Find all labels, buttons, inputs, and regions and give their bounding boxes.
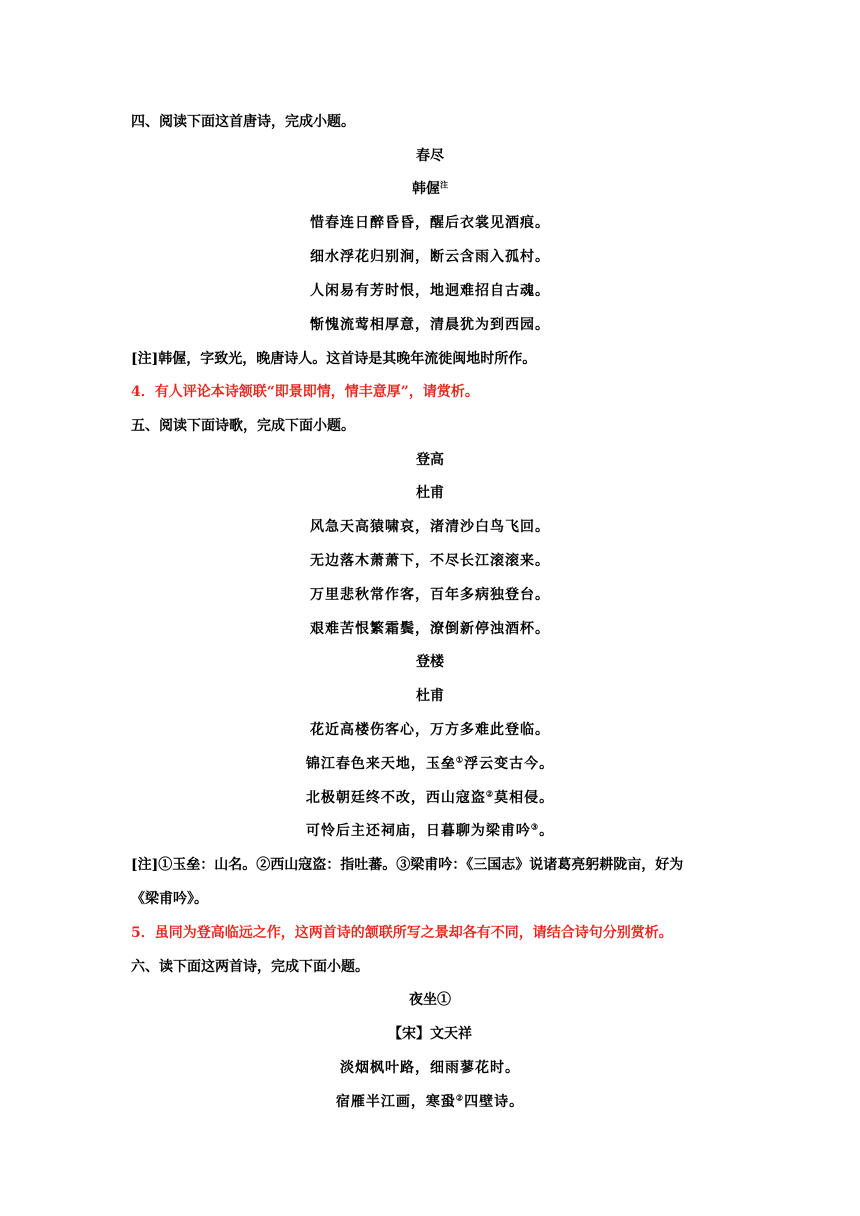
poem-author: 杜甫	[416, 688, 444, 704]
poem-line: 无边落木萧萧下，不尽长江滚滚来。	[310, 553, 550, 569]
poem-line: 惭愧流莺相厚意，清晨犹为到西园。	[310, 317, 550, 333]
poem-author: 【宋】文天祥	[388, 1026, 472, 1042]
question-5: 5．虽同为登高临远之作，这两首诗的颔联所写之景却各有不同，请结合诗句分别赏析。	[131, 925, 673, 941]
poem-note: [注]韩偓，字致光，晚唐诗人。这首诗是其晚年流徙闽地时所作。	[131, 351, 537, 367]
poem-line: 人闲易有芳时恨，地迥难招自古魂。	[310, 283, 550, 299]
poem-title: 登楼	[416, 654, 444, 670]
note-mark: ①	[455, 754, 465, 765]
poem-line: 细水浮花归别涧，断云含雨入孤村。	[310, 249, 550, 265]
poem-line: 淡烟枫叶路，细雨蓼花时。	[340, 1060, 520, 1076]
poem-title: 春尽	[416, 148, 444, 164]
poem-title: 夜坐①	[409, 992, 451, 1008]
poem-line: 宿雁半江画，寒蛩②四壁诗。	[335, 1092, 525, 1110]
note-mark: ②	[485, 788, 495, 799]
section6-heading: 六、读下面这两首诗，完成下面小题。	[131, 959, 369, 975]
note-mark: 注	[440, 179, 448, 190]
poem-note: [注]①玉垒：山名。②西山寇盗：指吐蕃。③梁甫吟：《三国志》说诸葛亮躬耕陇亩，好为	[131, 857, 684, 873]
poem-line: 花近高楼伤客心，万方多难此登临。	[310, 722, 550, 738]
section5-heading: 五、阅读下面诗歌，完成下面小题。	[131, 418, 355, 434]
poem-author: 韩偓$^注$	[412, 179, 448, 197]
poem-line: 可怜后主还祠庙，日暮聊为梁甫吟③。	[305, 821, 555, 839]
poem-line: 北极朝廷终不改，西山寇盗②莫相侵。	[305, 788, 555, 806]
poem-line: 万里悲秋常作客，百年多病独登台。	[310, 587, 550, 603]
section4-heading: 四、阅读下面这首唐诗，完成小题。	[131, 114, 355, 130]
note-mark: ②	[455, 1092, 465, 1103]
note-mark: ③	[530, 821, 540, 832]
poem-line: 艰难苦恨繁霜鬓，潦倒新停浊酒杯。	[310, 621, 550, 637]
poem-title: 登高	[416, 452, 444, 468]
poem-note-cont: 《梁甫吟》。	[131, 891, 208, 907]
poem-author: 杜甫	[416, 485, 444, 501]
poem-line: 锦江春色来天地，玉垒①浮云变古今。	[305, 754, 555, 772]
question-4: 4．有人评论本诗颔联“即景即情，情丰意厚”，请赏析。	[131, 384, 479, 400]
poem-line: 风急天高猿啸哀，渚清沙白鸟飞回。	[310, 519, 550, 535]
poem-line: 惜春连日醉昏昏，醒后衣裳见酒痕。	[310, 215, 550, 231]
